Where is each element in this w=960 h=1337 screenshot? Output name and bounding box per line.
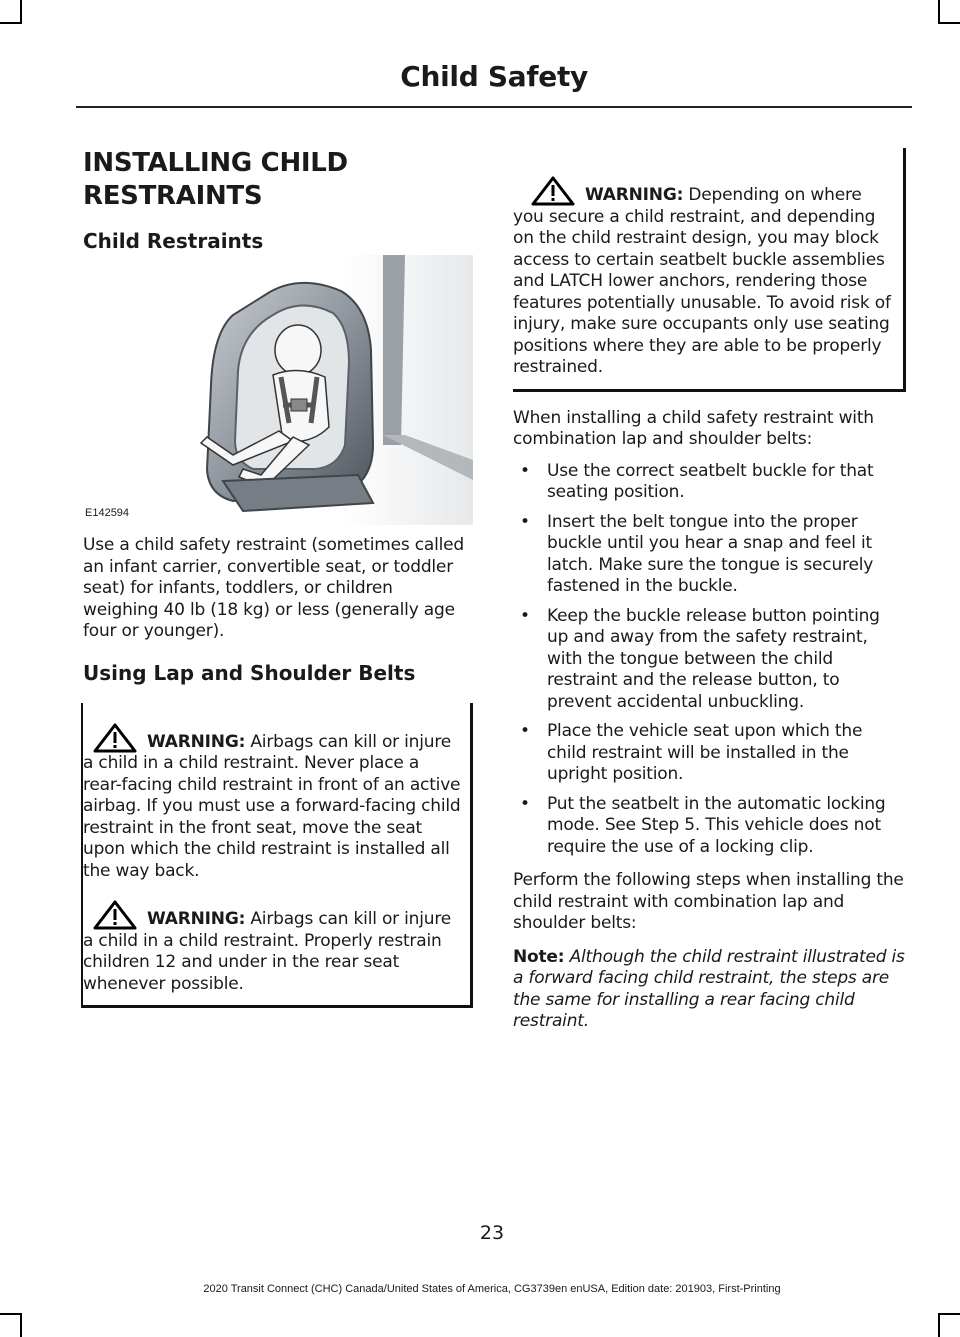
list-item-text: Use the correct seatbelt buckle for that seating position. xyxy=(547,460,874,502)
warning-item xyxy=(513,148,895,379)
child-seat-illustration xyxy=(83,255,473,525)
subheading-lap-shoulder-belts: Using Lap and Shoulder Belts xyxy=(83,660,416,685)
warning-label: WARNING: xyxy=(585,185,684,205)
crop-mark xyxy=(0,1313,22,1315)
warning-text: Depending on where you secure a child restraint, and depending on the child restraint design, you may block access to certain seatbelt buckle assemblies and LATCH lower anchors, rendering those features potentially unusable. To avoid risk of injury, make sure occupants only use seating positions where they are able to be properly restrained. xyxy=(513,185,891,377)
left-column xyxy=(83,140,473,1008)
warning-label: WARNING: xyxy=(147,731,246,752)
bullet: • xyxy=(520,460,530,481)
list-item xyxy=(513,512,906,598)
right-column xyxy=(513,140,906,1033)
child-seat-image xyxy=(83,255,473,525)
warning-item xyxy=(83,894,462,995)
section-title xyxy=(83,147,473,213)
subheading-child-restraints: Child Restraints xyxy=(83,229,264,253)
note-label: Note: xyxy=(513,946,565,967)
list-item xyxy=(513,606,906,714)
section-title-line1: INSTALLING CHILD xyxy=(83,148,348,178)
list-item-text: Put the seatbelt in the automatic locking mode. See Step 5. This vehicle does not require the use of a locking clip. xyxy=(547,793,886,857)
warning-text: Airbags can kill or injure a child in a child restraint. Properly restrain children 12 and under in the rear seat whenever possible. xyxy=(83,909,452,994)
list-item-text: Insert the belt tongue into the proper buckle until you hear a snap and feel it latch. Make sure the tongue is securely fastened in the buckle. xyxy=(547,511,874,596)
steps-intro-paragraph: Perform the following steps when installing the child restraint with combination lap and shoulder belts: xyxy=(513,870,904,933)
crop-mark xyxy=(938,1313,960,1315)
instruction-list xyxy=(513,461,906,859)
warning-label: WARNING: xyxy=(147,909,246,929)
bullet: • xyxy=(520,793,530,814)
note-text: Although the child restraint illustrated is a forward facing child restraint, the steps are the same for installing a rear facing child restraint. xyxy=(513,946,905,1031)
figure-code: E142594 xyxy=(85,507,130,519)
warning-triangle-icon xyxy=(91,723,141,753)
bullet: • xyxy=(520,511,530,532)
warning-item xyxy=(83,703,462,883)
page-header-title: Child Safety xyxy=(400,60,588,93)
bullet: • xyxy=(520,721,530,741)
list-item-text: Keep the buckle release button pointing up and away from the safety restraint, with the tongue between the child restraint and the release button, to prevent accidental unbuckling. xyxy=(547,605,880,712)
intro-paragraph: Use a child safety restraint (sometimes called an infant carrier, convertible seat, or toddler seat) for infants, toddlers, or children weighing 40 lb (18 kg) or less (generally age four or younger). xyxy=(83,535,465,641)
header-rule xyxy=(76,106,912,108)
note-paragraph xyxy=(513,947,906,1033)
crop-mark xyxy=(0,22,22,24)
crop-mark xyxy=(938,22,960,24)
list-item xyxy=(513,461,906,504)
crop-mark xyxy=(20,1313,22,1337)
lead-paragraph: When installing a child safety restraint with combination lap and shoulder belts: xyxy=(513,407,874,449)
bullet: • xyxy=(520,605,530,626)
warning-box-right xyxy=(513,148,906,392)
crop-mark xyxy=(938,1313,940,1337)
warning-triangle-icon xyxy=(91,900,141,930)
list-item-text: Place the vehicle seat upon which the child restraint will be installed in the upright position. xyxy=(547,721,863,784)
crop-mark xyxy=(20,0,22,22)
footer-text: 2020 Transit Connect (CHC) Canada/United States of America, CG3739en enUSA, Edition date: 201903, First-Printing xyxy=(203,1283,781,1295)
section-title-line2: RESTRAINTS xyxy=(83,181,263,211)
page-number: 23 xyxy=(479,1222,505,1244)
warning-text: Airbags can kill or injure a child in a child restraint. Never place a rear-facing child restraint in front of an active airbag. If you must use a forward-facing child restraint in the front seat, move the seat upon which the child restraint is installed all the way back. xyxy=(83,731,461,881)
warning-box-left xyxy=(81,703,473,1009)
list-item xyxy=(513,794,906,859)
warning-triangle-icon xyxy=(529,176,579,206)
crop-mark xyxy=(938,0,940,22)
list-item xyxy=(513,721,906,786)
